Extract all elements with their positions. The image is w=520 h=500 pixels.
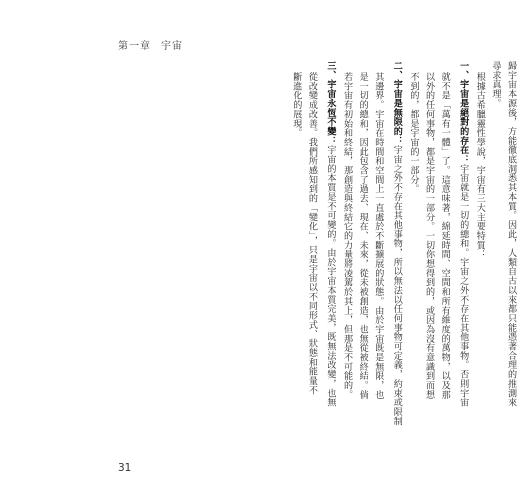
body-line: 歸宇宙本源後，方能徹底洞悉其本質。因此，人類自古以來都只能憑著合理的推測來 [506,61,516,407]
running-header [118,37,183,52]
list-item-2-text: 宇宙之外不存在其他事物，所以無法以任何事物可定義，約束或限制 [391,145,402,426]
page-number: 31 [118,462,132,474]
body-line: 斷進化的展現。 [291,72,302,138]
body-line: 若宇宙有初始和終結，那創造與終結它的力量將凌駕於其上，但那是不可能的。 [342,72,353,400]
body-line: 從改變成改善。我們所感知到的「變化」，只是宇宙以不同形式、狀態和能量不 [306,72,317,395]
list-item-2-heading: 二、宇宙是無限的： [391,61,403,146]
body-line: 其邊界。宇宙在時間和空間上一直處於不斷擴展的狀態。由於宇宙既是無限，也 [373,72,384,400]
list-item-2 [388,58,405,444]
body-line: 不到的，都是宇宙的一部分。 [408,72,419,194]
chapter-label: 第一章 [118,41,151,52]
list-item-3-text: 宇宙的本質是不可變的。由於宇宙本質完美，既無法改變，也無 [325,145,336,407]
list-item-1-text: 宇宙就是一切的總和。宇宙之外不存在其他事物。否則宇宙 [458,163,469,407]
body-line: 尋求真理。 [490,61,501,108]
chapter-title: 宇宙 [161,41,183,52]
list-item-1 [455,58,472,444]
body-line: 以外的任何事物，都是宇宙的一部分。一切你想得到的，或因為沒有意識到而想 [424,72,435,400]
body-line: 就不是「萬有一體」了。這意味著，綿延時間、空間和所有維度的萬物，以及那 [439,72,450,400]
body-line: 根據古希臘靈性學說，宇宙有三大主要特質： [474,72,485,259]
body-line: 是一切的總和，因此包含了過去、現在、未來，從未被創造，也無從被終結。倘 [357,72,368,400]
list-item-3-heading: 三、宇宙永恆不變： [325,61,337,146]
list-item-3 [322,58,339,444]
page-body-text [166,58,518,444]
list-item-1-heading: 一、宇宙是絕對的存在： [458,61,470,164]
